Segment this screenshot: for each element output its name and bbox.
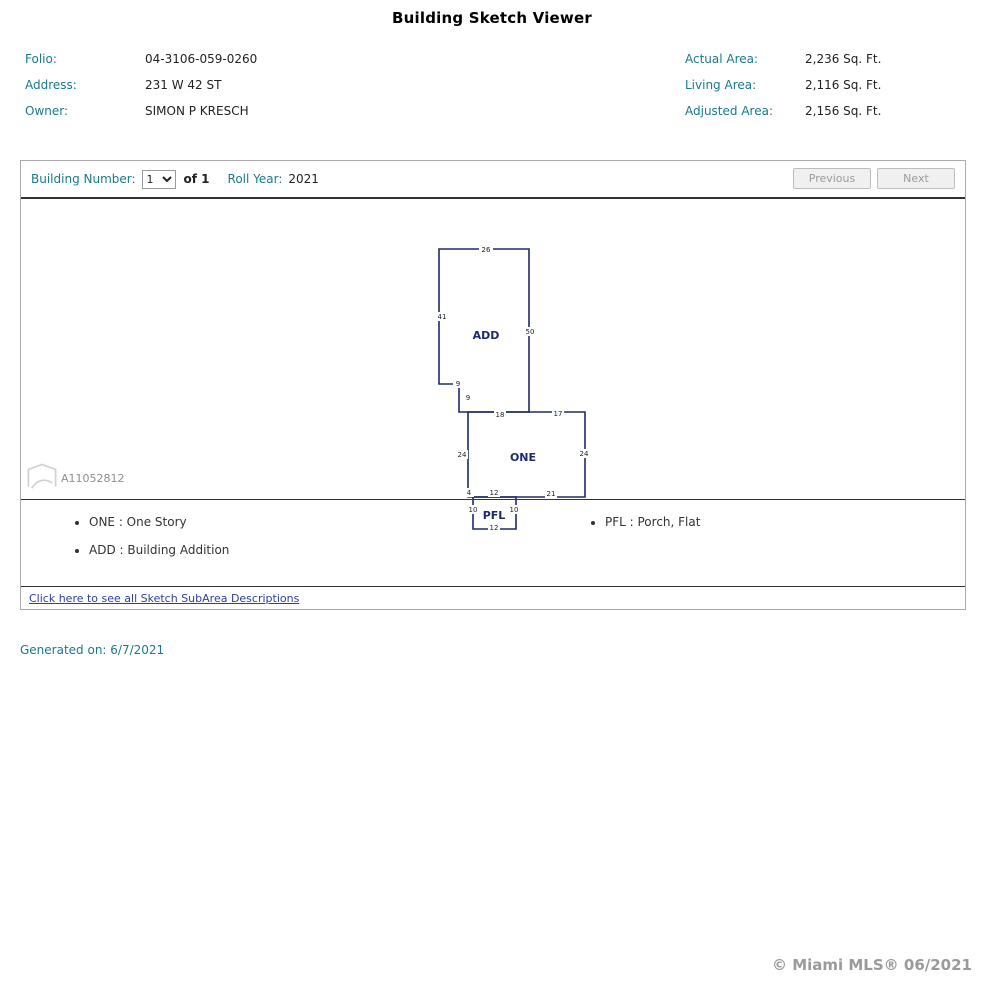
previous-button[interactable]: Previous: [793, 168, 871, 189]
legend-item: • ONE : One Story: [89, 508, 229, 536]
generated-on: [20, 643, 164, 657]
sketch-watermark: [25, 461, 125, 495]
sketch-toolbar: [21, 161, 965, 199]
copyright-text: © Miami MLS® 06/2021: [771, 956, 972, 974]
dimension-label: 12: [489, 489, 499, 497]
summary-row-owner: [25, 104, 257, 130]
property-summary: [20, 52, 964, 132]
dimension-label: 10: [468, 506, 478, 514]
summary-row-living-area: [685, 78, 881, 104]
dimension-label: 9: [455, 380, 461, 388]
summary-row-folio: [25, 52, 257, 78]
toolbar-buttons: [793, 168, 955, 189]
dimension-label: 24: [579, 450, 589, 458]
summary-left-column: [25, 52, 257, 130]
roll-year-value: 2021: [288, 172, 319, 186]
generated-on-value: 6/7/2021: [110, 643, 165, 657]
summary-right-column: [685, 52, 881, 130]
actual-area-value: 2,236 Sq. Ft.: [805, 52, 882, 66]
dimension-label: 41: [437, 313, 447, 321]
summary-row-adjusted-area: [685, 104, 881, 130]
dimension-label: 4: [466, 489, 472, 497]
folio-value: 04-3106-059-0260: [145, 52, 258, 66]
subarea-descriptions-link[interactable]: Click here to see all Sketch SubArea Descriptions: [29, 591, 300, 605]
dimension-label: 18: [495, 411, 505, 419]
legend-item: • ADD : Building Addition: [89, 536, 229, 564]
dimension-label: 17: [553, 410, 563, 418]
adjusted-area-label: Adjusted Area:: [685, 104, 773, 118]
sketch-legend: [21, 499, 965, 586]
legend-item: • PFL : Porch, Flat: [605, 508, 700, 536]
dimension-label: 24: [457, 451, 467, 459]
building-number-select[interactable]: [142, 170, 176, 189]
legend-right-column: [589, 508, 700, 536]
legend-left-column: [73, 508, 229, 564]
page-title: Building Sketch Viewer: [392, 9, 592, 27]
owner-label: Owner:: [25, 104, 69, 118]
dimension-label: 21: [546, 490, 556, 498]
address-label: Address:: [25, 78, 77, 92]
sketch-room-labels: [473, 329, 536, 522]
dimension-label: 26: [481, 246, 491, 254]
folio-label: Folio:: [25, 52, 57, 66]
next-button[interactable]: Next: [877, 168, 955, 189]
legend-footer: [21, 586, 965, 609]
owner-value: SIMON P KRESCH: [145, 104, 249, 118]
watermark-id: A11052812: [61, 471, 125, 485]
dimension-label: 50: [525, 328, 535, 336]
dimension-label: 10: [509, 506, 519, 514]
actual-area-label: Actual Area:: [685, 52, 759, 66]
dimension-label: 12: [489, 524, 499, 532]
living-area-value: 2,116 Sq. Ft.: [805, 78, 882, 92]
room-label-pfl: PFL: [482, 509, 506, 522]
generated-on-label: Generated on:: [20, 643, 107, 657]
address-value: 231 W 42 ST: [145, 78, 222, 92]
room-label-one: ONE: [509, 451, 537, 464]
mls-logo-icon: [25, 461, 59, 495]
sketch-panel: [20, 160, 966, 610]
roll-year-label: Roll Year:: [227, 172, 283, 186]
dimension-label: 9: [465, 394, 471, 402]
room-label-add: ADD: [472, 329, 500, 342]
building-number-label: Building Number:: [31, 172, 136, 186]
building-count-text: of 1: [183, 172, 210, 186]
adjusted-area-value: 2,156 Sq. Ft.: [805, 104, 882, 118]
living-area-label: Living Area:: [685, 78, 757, 92]
summary-row-address: [25, 78, 257, 104]
summary-row-actual-area: [685, 52, 881, 78]
